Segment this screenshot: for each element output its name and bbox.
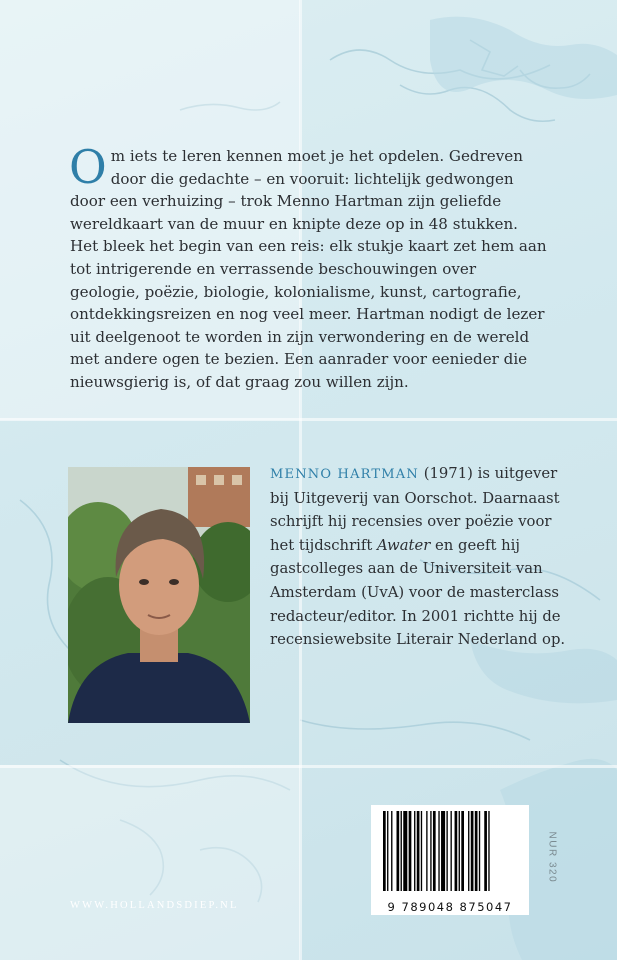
barcode-bar [475, 811, 478, 891]
barcode-bar [417, 811, 420, 891]
publisher-website: WWW.HOLLANDSDIEP.NL [70, 900, 239, 911]
bio-text: en geeft hij gastcolleges aan de Universiteit van Amsterdam (UvA) voor de masterclass redacteur/editor. In 2001 richtte hij de recensiewebsite Literair Nederland op. [270, 536, 566, 649]
isbn-number: 9 789048 875047 [387, 900, 513, 914]
nur-code: NUR 320 [546, 831, 558, 884]
barcode-bar [409, 811, 412, 891]
magazine-title: Awater [377, 536, 431, 554]
barcode-bar [479, 811, 480, 891]
drop-cap: O [69, 140, 107, 194]
author-bio [270, 462, 570, 652]
barcode-bar [488, 811, 489, 891]
blurb-paragraph [69, 140, 550, 394]
barcode-bar [461, 811, 464, 891]
barcode-bar [387, 811, 388, 891]
bio-text: (1971) is uitgever bij Uitgeverij van Oorschot. Daarnaast schrijft hij recensies over poëzie voor het tijdschrift [270, 465, 560, 554]
barcode-bar [484, 811, 487, 891]
map-fold-horizontal [0, 765, 617, 768]
blurb-text: m iets te leren kennen moet je het opdelen. Gedreven door die gedachte – en vooruit: lichtelijk gedwongen door een verhuizing – trok Menno Hartman zijn geliefde wereldkaart van de muur en knipte deze op in 48 stukken. Het bleek het begin van een reis: elk stukje kaart zet hem aan tot intrigerende en verrassende beschouwingen over geologie, poëzie, biologie, kolonialisme, kunst, cartografie, ontdekkingsreizen en nog veel meer. Hartman nodigt de lezer uit deelgenoot te worden in zijn verwondering en de wereld met andere ogen te bezien. Een aanrader voor eenieder die nieuwsgierig is, of dat graag zou willen zijn. [70, 147, 547, 391]
barcode-bar [459, 811, 460, 891]
map-fold-horizontal [0, 418, 617, 421]
barcode-bar [446, 811, 447, 891]
barcode-bar [441, 811, 445, 891]
author-photo [68, 467, 250, 723]
barcode-bar [433, 811, 436, 891]
barcode-bar [438, 811, 439, 891]
barcode-bar [397, 811, 400, 891]
barcode-bar [414, 811, 415, 891]
barcode-bar [451, 811, 452, 891]
barcode-bar [391, 811, 392, 891]
barcode-bar [421, 811, 422, 891]
barcode-bar [426, 811, 427, 891]
barcode-bar [471, 811, 474, 891]
barcode-bar [455, 811, 458, 891]
barcode-bars [371, 805, 529, 895]
barcode-bar [383, 811, 386, 891]
barcode-bar [403, 811, 407, 891]
barcode-bar [401, 811, 402, 891]
barcode [371, 805, 529, 915]
barcode-bar [430, 811, 431, 891]
barcode-bar [468, 811, 469, 891]
author-name: MENNO HARTMAN [270, 467, 419, 482]
